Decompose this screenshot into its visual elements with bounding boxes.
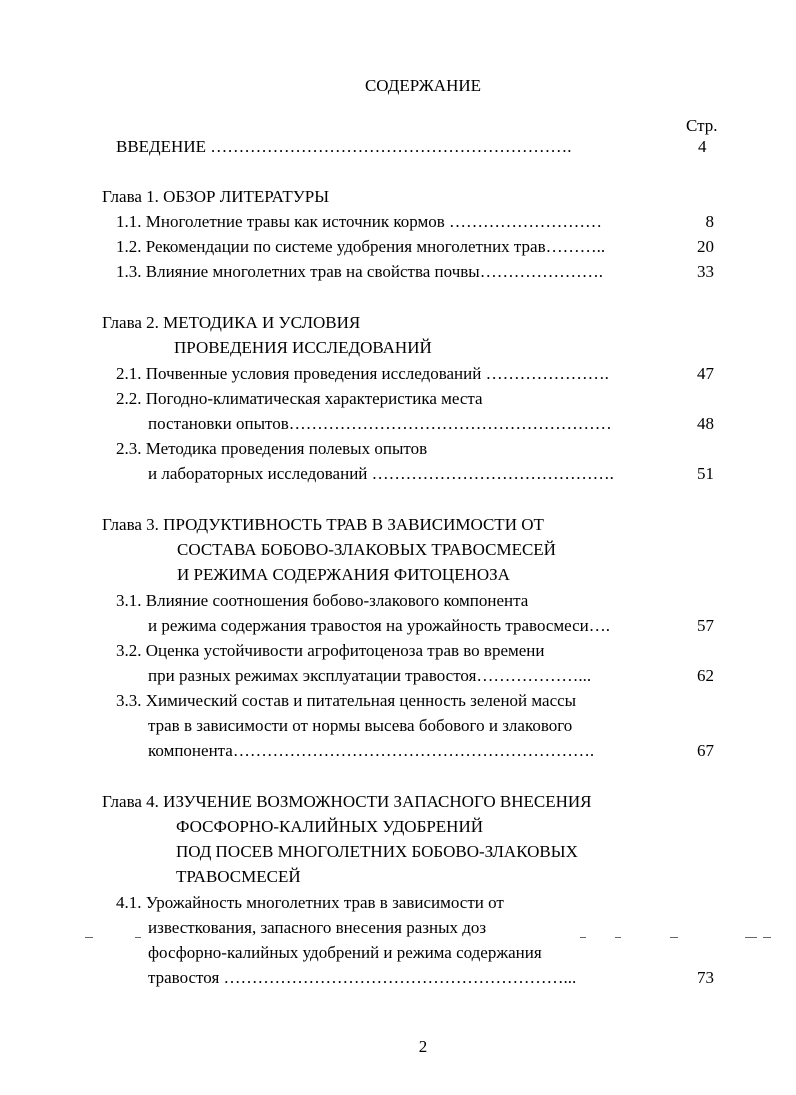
toc-page-1-3: 33 bbox=[697, 262, 714, 281]
scan-artifact bbox=[135, 937, 141, 938]
page-number: 2 bbox=[418, 1037, 428, 1056]
toc-entry-4-1-line-2: известкования, запасного внесения разных доз bbox=[148, 918, 487, 937]
toc-entry-4-1-line-3: фосфорно-калийных удобрений и режима содержания bbox=[148, 943, 542, 962]
scan-artifact bbox=[763, 937, 771, 938]
chapter-3-title: Глава 3. ПРОДУКТИВНОСТЬ ТРАВ В ЗАВИСИМОСТИ ОТ bbox=[102, 515, 544, 534]
toc-page-1-1: 8 bbox=[705, 212, 714, 231]
toc-entry-4-1: 4.1. Урожайность многолетних трав в зависимости от bbox=[116, 893, 504, 912]
scan-artifact bbox=[745, 937, 757, 938]
intro-label: ВВЕДЕНИЕ bbox=[116, 137, 211, 156]
toc-page-3-1: 57 bbox=[697, 616, 714, 635]
scan-artifact bbox=[615, 937, 621, 938]
chapter-2-title: Глава 2. МЕТОДИКА И УСЛОВИЯ bbox=[102, 313, 361, 332]
toc-page-2-2: 48 bbox=[697, 414, 714, 433]
scan-artifact bbox=[580, 937, 586, 938]
chapter-2-title-line-2: ПРОВЕДЕНИЯ ИССЛЕДОВАНИЙ bbox=[174, 338, 432, 357]
intro-leader: ………………………………………………………. bbox=[210, 137, 572, 156]
intro-page: 4 bbox=[698, 137, 707, 156]
toc-entry-2-2-line-2: постановки опытов………………………………………………… bbox=[148, 414, 612, 433]
toc-entry-3-1-line-2: и режима содержания травостоя на урожайность травосмеси…. bbox=[148, 616, 611, 635]
chapter-4-title-line-2: ФОСФОРНО-КАЛИЙНЫХ УДОБРЕНИЙ bbox=[176, 817, 483, 836]
toc-entry-2-1: 2.1. Почвенные условия проведения исследований …………………. bbox=[116, 364, 609, 383]
toc-entry-1-2: 1.2. Рекомендации по системе удобрения многолетних трав……….. bbox=[116, 237, 606, 256]
toc-entry-3-2-line-2: при разных режимах эксплуатации травостоя………………... bbox=[148, 666, 592, 685]
page-column-label: Стр. bbox=[686, 116, 718, 135]
intro-entry bbox=[116, 137, 571, 157]
toc-entry-1-3: 1.3. Влияние многолетних трав на свойства почвы…………………. bbox=[116, 262, 603, 281]
toc-entry-2-3: 2.3. Методика проведения полевых опытов bbox=[116, 439, 428, 458]
chapter-4-title-line-4: ТРАВОСМЕСЕЙ bbox=[176, 867, 301, 886]
chapter-1-title: Глава 1. ОБЗОР ЛИТЕРАТУРЫ bbox=[102, 187, 330, 206]
toc-page-4-1: 73 bbox=[697, 968, 714, 987]
toc-entry-1-1: 1.1. Многолетние травы как источник кормов ……………………… bbox=[116, 212, 603, 231]
toc-entry-4-1-line-4: травостоя ……………………………………………………... bbox=[148, 968, 577, 987]
chapter-3-title-line-2: СОСТАВА БОБОВО-ЗЛАКОВЫХ ТРАВОСМЕСЕЙ bbox=[177, 540, 556, 559]
toc-entry-3-3-line-2: трав в зависимости от нормы высева бобового и злакового bbox=[148, 716, 573, 735]
chapter-4-title: Глава 4. ИЗУЧЕНИЕ ВОЗМОЖНОСТИ ЗАПАСНОГО ВНЕСЕНИЯ bbox=[102, 792, 592, 811]
toc-page-2-3: 51 bbox=[697, 464, 714, 483]
scan-artifact bbox=[85, 937, 93, 938]
toc-entry-3-1: 3.1. Влияние соотношения бобово-злакового компонента bbox=[116, 591, 529, 610]
document-title: СОДЕРЖАНИЕ bbox=[364, 76, 482, 95]
toc-page-3-2: 62 bbox=[697, 666, 714, 685]
scan-artifact bbox=[670, 937, 678, 938]
toc-entry-3-2: 3.2. Оценка устойчивости агрофитоценоза трав во времени bbox=[116, 641, 545, 660]
toc-entry-2-2: 2.2. Погодно-климатическая характеристика места bbox=[116, 389, 483, 408]
toc-entry-2-3-line-2: и лабораторных исследований ……………………………………. bbox=[148, 464, 614, 483]
chapter-3-title-line-3: И РЕЖИМА СОДЕРЖАНИЯ ФИТОЦЕНОЗА bbox=[177, 565, 510, 584]
toc-entry-3-3-line-3: компонента………………………………………………………. bbox=[148, 741, 595, 760]
chapter-4-title-line-3: ПОД ПОСЕВ МНОГОЛЕТНИХ БОБОВО-ЗЛАКОВЫХ bbox=[176, 842, 578, 861]
toc-page-1-2: 20 bbox=[697, 237, 714, 256]
toc-page-3-3: 67 bbox=[697, 741, 714, 760]
toc-page-2-1: 47 bbox=[697, 364, 714, 383]
toc-entry-3-3: 3.3. Химический состав и питательная ценность зеленой массы bbox=[116, 691, 577, 710]
